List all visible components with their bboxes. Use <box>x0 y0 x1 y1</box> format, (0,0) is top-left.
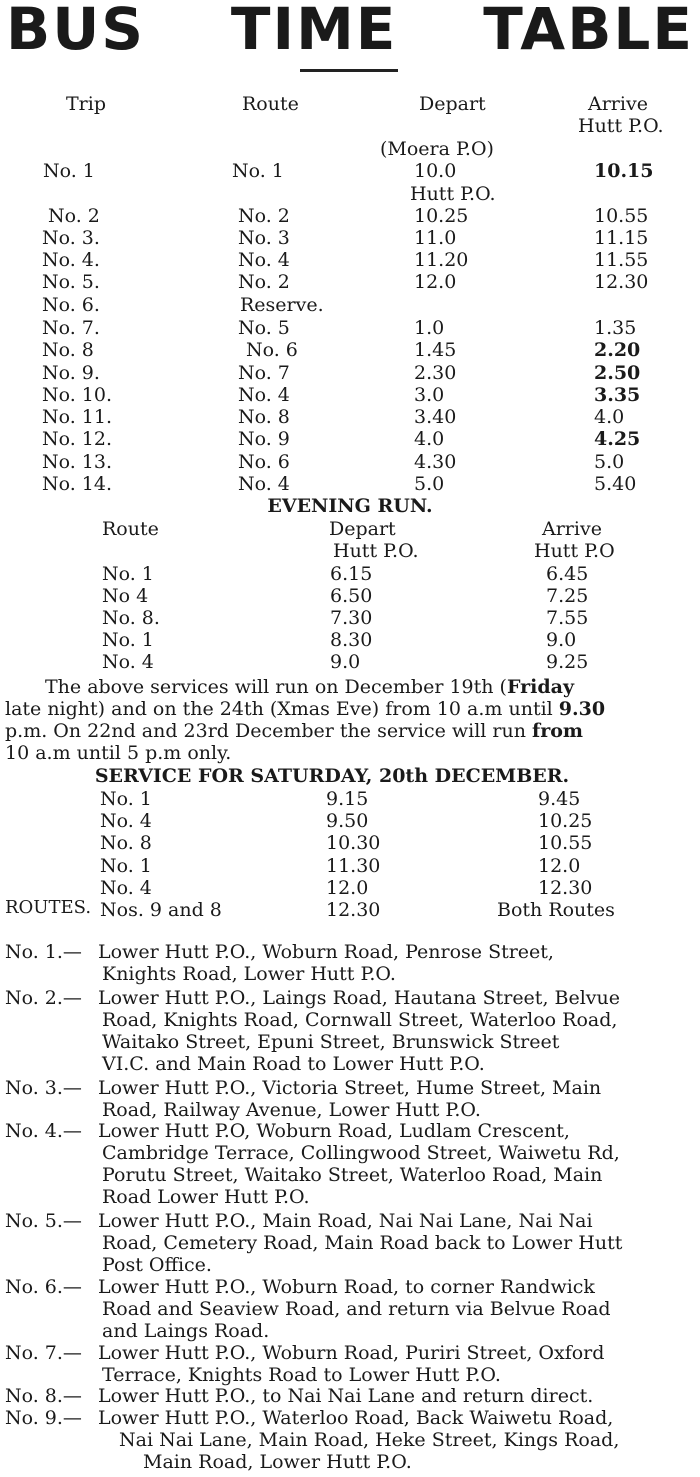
header-route: Route <box>242 93 299 115</box>
trip-arrive: 10.55 <box>594 205 649 227</box>
route-number: No. 8.— <box>5 1385 82 1407</box>
evening-arrive: 7.55 <box>546 607 589 629</box>
route-number: No. 5.— <box>5 1210 82 1232</box>
route-description-line: Main Road, Lower Hutt P.O. <box>143 1451 412 1473</box>
header-trip: Trip <box>66 93 106 115</box>
saturday-arrive: 9.45 <box>538 788 581 810</box>
evening-depart: 6.15 <box>330 563 373 585</box>
saturday-route: No. 1 <box>100 788 152 810</box>
route-description-line: Porutu Street, Waitako Street, Waterloo Road, Main <box>102 1164 603 1186</box>
trip-arrive: 1.35 <box>594 317 637 339</box>
saturday-route: No. 8 <box>100 832 152 854</box>
trip-route: No. 5 <box>238 317 290 339</box>
trip-arrive: 11.15 <box>594 227 649 249</box>
routes-heading: ROUTES. <box>5 897 92 918</box>
trip-number: No. 4. <box>42 249 100 271</box>
evening-depart: 6.50 <box>330 585 373 607</box>
trip-arrive: 11.55 <box>594 249 649 271</box>
route-description-line: Lower Hutt P.O., Waterloo Road, Back Waiwetu Road, <box>98 1407 614 1429</box>
trip-depart: 3.0 <box>414 384 445 406</box>
evening-arrive: 7.25 <box>546 585 589 607</box>
route-description-line: Knights Road, Lower Hutt P.O. <box>102 963 396 985</box>
trip-arrive: 2.50 <box>594 362 641 384</box>
trip-route: No. 2 <box>238 205 290 227</box>
trip-arrive: 10.15 <box>594 160 654 182</box>
trip-route: No. 4 <box>238 249 290 271</box>
trip-depart: 1.0 <box>414 317 445 339</box>
route-description-line: Lower Hutt P.O., Main Road, Nai Nai Lane, Nai Nai <box>98 1210 593 1232</box>
evening-route: No. 1 <box>102 563 154 585</box>
page-title <box>0 0 700 63</box>
trip-number: No. 14. <box>42 473 113 495</box>
evening-route: No. 4 <box>102 651 154 673</box>
evening-route: No. 8. <box>102 607 160 629</box>
trip-arrive: 12.30 <box>594 271 649 293</box>
trip-route: No. 2 <box>238 271 290 293</box>
title-word-3: TABLE <box>483 0 694 63</box>
trip-arrive: 4.25 <box>594 428 641 450</box>
route-description-line: Lower Hutt P.O., Woburn Road, Penrose Street, <box>98 941 554 963</box>
trip-depart: 5.0 <box>414 473 445 495</box>
trip-number: No. 2 <box>48 205 100 227</box>
evening-heading: EVENING RUN. <box>267 495 433 517</box>
title-word-2: TIME <box>230 0 398 63</box>
trip-number: No. 7. <box>42 317 100 339</box>
evening-col-arrive-hutt: Hutt P.O <box>534 540 615 562</box>
trip-arrive: 3.35 <box>594 384 641 406</box>
route-number: No. 3.— <box>5 1077 82 1099</box>
saturday-arrive: 12.30 <box>538 877 593 899</box>
trip-number: No. 10. <box>42 384 113 406</box>
route-description-line: and Laings Road. <box>102 1320 270 1342</box>
route-description-line: Road, Cemetery Road, Main Road back to Lower Hutt <box>102 1232 623 1254</box>
trip-route: No. 1 <box>232 160 284 182</box>
trip-number: No. 8 <box>42 339 94 361</box>
route-description-line: Nai Nai Lane, Main Road, Heke Street, Kings Road, <box>119 1429 620 1451</box>
trip-arrive: 2.20 <box>594 339 641 361</box>
saturday-arrive: Both Routes <box>497 899 615 921</box>
trip-route: No. 3 <box>238 227 290 249</box>
trip-route: No. 9 <box>238 428 290 450</box>
trip-number: No. 12. <box>42 428 113 450</box>
trip-number: No. 11. <box>42 406 113 428</box>
trip-depart: 10.25 <box>414 205 469 227</box>
route-description-line: Lower Hutt P.O, Woburn Road, Ludlam Crescent, <box>98 1120 570 1142</box>
evening-route: No 4 <box>102 585 149 607</box>
title-word-1: BUS <box>6 0 146 63</box>
trip-route: No. 7 <box>238 362 290 384</box>
route-description-line: Terrace, Knights Road to Lower Hutt P.O. <box>102 1364 501 1386</box>
trip-depart: 1.45 <box>414 339 457 361</box>
trip-number: No. 3. <box>42 227 100 249</box>
saturday-depart: 12.0 <box>326 877 369 899</box>
saturday-route: No. 1 <box>100 855 152 877</box>
evening-col-route: Route <box>102 518 159 540</box>
route-description-line: Cambridge Terrace, Collingwood Street, Waiwetu Rd, <box>102 1142 620 1164</box>
evening-arrive: 9.25 <box>546 651 589 673</box>
route-description-line: Road, Knights Road, Cornwall Street, Waterloo Road, <box>102 1009 618 1031</box>
trip-route: No. 6 <box>246 339 298 361</box>
saturday-depart: 12.30 <box>326 899 381 921</box>
saturday-depart: 11.30 <box>326 855 381 877</box>
trip-number: No. 5. <box>42 271 100 293</box>
route-description-line: Lower Hutt P.O., to Nai Nai Lane and return direct. <box>98 1385 594 1407</box>
route-description-line: Road, Railway Avenue, Lower Hutt P.O. <box>102 1099 481 1121</box>
route-description-line: Lower Hutt P.O., Woburn Road, to corner Randwick <box>98 1276 595 1298</box>
route-description-line: VI.C. and Main Road to Lower Hutt P.O. <box>102 1053 485 1075</box>
route-number: No. 1.— <box>5 941 82 963</box>
trip-number: No. 6. <box>42 294 100 316</box>
evening-route: No. 1 <box>102 629 154 651</box>
saturday-route: No. 4 <box>100 877 152 899</box>
trip-depart: 4.30 <box>414 451 457 473</box>
notice-paragraph <box>5 676 681 764</box>
header-arrive: Arrive <box>588 93 648 115</box>
saturday-arrive: 10.55 <box>538 832 593 854</box>
trip-depart: 11.0 <box>414 227 457 249</box>
evening-depart: 7.30 <box>330 607 373 629</box>
trip-depart: 12.0 <box>414 271 457 293</box>
saturday-heading: SERVICE FOR SATURDAY, 20th DECEMBER. <box>94 765 570 787</box>
header-arrive-hutt: Hutt P.O. <box>578 115 664 137</box>
trip-depart: 2.30 <box>414 362 457 384</box>
route-description-line: Lower Hutt P.O., Victoria Street, Hume Street, Main <box>98 1077 602 1099</box>
evening-col-arrive: Arrive <box>542 518 602 540</box>
evening-col-depart: Depart <box>329 518 396 540</box>
route-number: No. 2.— <box>5 987 82 1009</box>
route-number: No. 7.— <box>5 1342 82 1364</box>
evening-depart: 9.0 <box>330 651 361 673</box>
trip-number: No. 9. <box>42 362 100 384</box>
saturday-depart: 9.50 <box>326 810 369 832</box>
notice-line-4: 10 a.m until 5 p.m only. <box>5 742 232 764</box>
notice-line-1: The above services will run on December 19th (Friday <box>45 676 574 698</box>
trip-number: No. 1 <box>43 160 95 182</box>
trip-arrive: 4.0 <box>594 406 625 428</box>
route-description-line: Waitako Street, Epuni Street, Brunswick Street <box>102 1031 560 1053</box>
route-description-line: Lower Hutt P.O., Laings Road, Hautana Street, Belvue <box>98 987 621 1009</box>
trip-route: No. 4 <box>238 473 290 495</box>
notice-line-2: late night) and on the 24th (Xmas Eve) from 10 a.m until 9.30 <box>5 698 606 720</box>
route-number: No. 9.— <box>5 1407 82 1429</box>
route-number: No. 6.— <box>5 1276 82 1298</box>
saturday-route: Nos. 9 and 8 <box>100 899 222 921</box>
saturday-depart: 10.30 <box>326 832 381 854</box>
saturday-arrive: 10.25 <box>538 810 593 832</box>
title-divider <box>300 69 398 72</box>
route-description-line: Post Office. <box>102 1254 212 1276</box>
route-description-line: Road and Seaview Road, and return via Belvue Road <box>102 1298 611 1320</box>
evening-arrive: 6.45 <box>546 563 589 585</box>
trip-number: No. 13. <box>42 451 113 473</box>
trip-route: No. 8 <box>238 406 290 428</box>
route-description-line: Road Lower Hutt P.O. <box>102 1186 310 1208</box>
trip-depart: 11.20 <box>414 249 469 271</box>
note-hutt: Hutt P.O. <box>410 183 496 205</box>
header-depart: Depart <box>419 93 486 115</box>
note-moera: (Moera P.O) <box>380 138 494 160</box>
saturday-route: No. 4 <box>100 810 152 832</box>
trip-route: Reserve. <box>240 294 324 316</box>
evening-depart: 8.30 <box>330 629 373 651</box>
trip-depart: 3.40 <box>414 406 457 428</box>
notice-line-3: p.m. On 22nd and 23rd December the service will run from <box>5 720 583 742</box>
trip-depart: 4.0 <box>414 428 445 450</box>
evening-arrive: 9.0 <box>546 629 577 651</box>
trip-arrive: 5.0 <box>594 451 625 473</box>
trip-route: No. 6 <box>238 451 290 473</box>
saturday-depart: 9.15 <box>326 788 369 810</box>
trip-route: No. 4 <box>238 384 290 406</box>
trip-arrive: 5.40 <box>594 473 637 495</box>
saturday-arrive: 12.0 <box>538 855 581 877</box>
trip-depart: 10.0 <box>414 160 457 182</box>
route-number: No. 4.— <box>5 1120 82 1142</box>
evening-col-depart-hutt: Hutt P.O. <box>333 540 419 562</box>
route-description-line: Lower Hutt P.O., Woburn Road, Puriri Street, Oxford <box>98 1342 605 1364</box>
